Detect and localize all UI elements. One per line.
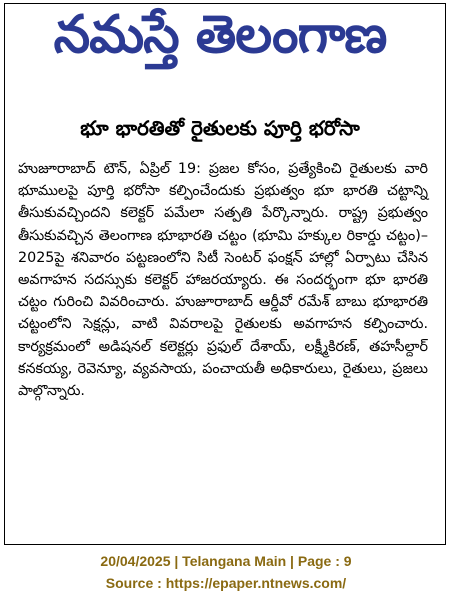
- article-headline: భూ భారతితో రైతులకు పూర్తి భరోసా: [80, 116, 360, 140]
- article-body: హుజూరాబాద్ టౌన్, ఏప్రిల్ 19: ప్రజల కోసం, ప్రత్యేకించి రైతులకు వారి భూములపై పూర్తి భరోసా కల్పించేందుకు ప్రభుత్వం భూ భారతి చట్టాన్ని తీసుకువచ్చిందని కలెక్టర్ పమేలా సత్పతి పేర్కొన్నారు. రాష్ట్ర ప్రభుత్వం తీసుకువచ్చిన తెలంగాణ భూభారతి చట్టం (భూమి హక్కుల రికార్డు చట్టం)–2025పై శనివారం పట్టణంలోని సిటీ సెంటర్ ఫంక్షన్ హాల్లో ఏర్పాటు చేసిన అవగాహన సదస్సుకు కలెక్టర్ హాజరయ్యారు. ఈ సందర్భంగా భూ భారతి చట్టం గురించి వివరించారు. హుజూరాబాద్ ఆర్డీవో రమేశ్ బాబు భూభారతి చట్టంలోని సెక్షన్లు, వాటి వివరాలపై రైతులకు అవగాహన కల్పించారు. కార్యక్రమంలో అడిషనల్ కలెక్టర్లు ప్రఫుల్ దేశాయ్, లక్ష్మీకిరణ్, తహసీల్దార్ కనకయ్య, రెవెన్యూ, వ్యవసాయ, పంచాయతీ అధికారులు, రైతులు, ప్రజలు పాల్గొన్నారు.: [18, 161, 428, 400]
- newspaper-masthead-logo: [10, 6, 430, 76]
- edition-info: 20/04/2025 | Telangana Main | Page : 9: [100, 553, 352, 569]
- source-link[interactable]: Source : https://epaper.ntnews.com/: [105, 575, 347, 591]
- masthead-text: నమస్తే తెలంగాణ: [53, 4, 387, 65]
